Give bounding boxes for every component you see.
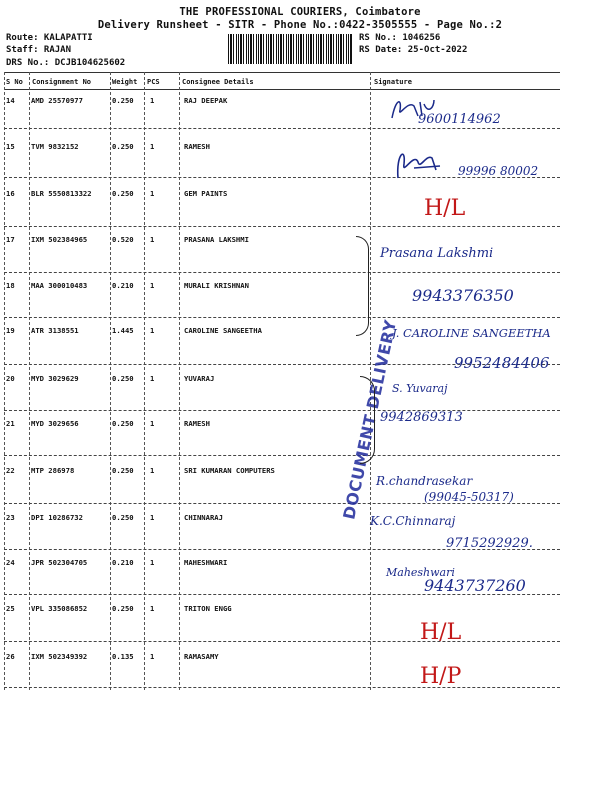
table-row xyxy=(0,374,600,394)
row-divider xyxy=(4,317,560,318)
rs-number: RS No.: 1046256 xyxy=(359,33,441,43)
signature-name: Prasana Lakshmi xyxy=(380,246,494,261)
row-consignment-no: ATR 3138551 xyxy=(31,326,79,335)
row-pcs: 1 xyxy=(150,558,155,567)
row-weight: 0.250 xyxy=(112,96,134,105)
row-consignment-no: MYD 3029629 xyxy=(31,374,79,383)
row-consignee: SRI KUMARAN COMPUTERS xyxy=(184,466,275,475)
table-row xyxy=(0,604,600,624)
runsheet-subtitle: Delivery Runsheet - SITR - Phone No.:0422-3505555 - Page No.:2 xyxy=(97,19,503,31)
document-delivery-stamp: DOCUMENT DELIVERY xyxy=(339,317,401,522)
row-sno: 23 xyxy=(6,513,15,522)
row-weight: 0.250 xyxy=(112,419,134,428)
row-sno: 14 xyxy=(6,96,15,105)
row-pcs: 1 xyxy=(150,419,155,428)
row-pcs: 1 xyxy=(150,466,155,475)
staff-label: Staff: RAJAN xyxy=(6,45,72,55)
row-pcs: 1 xyxy=(150,604,155,613)
hl-note: H/L xyxy=(420,620,462,645)
row-consignee: PRASANA LAKSHMI xyxy=(184,235,249,244)
row-consignee: GEM PAINTS xyxy=(184,189,228,198)
row-pcs: 1 xyxy=(150,96,155,105)
hp-note: H/P xyxy=(420,664,462,689)
signature-phone: (99045-50317) xyxy=(424,490,514,504)
row-consignment-no: VPL 335086852 xyxy=(31,604,88,613)
row-consignment-no: MTP 286978 xyxy=(31,466,75,475)
row-sno: 24 xyxy=(6,558,15,567)
row-sno: 17 xyxy=(6,235,15,244)
route-label: Route: KALAPATTI xyxy=(6,33,93,43)
row-pcs: 1 xyxy=(150,326,155,335)
col-weight-header: Weight xyxy=(112,78,138,86)
row-weight: 1.445 xyxy=(112,326,134,335)
row-weight: 0.250 xyxy=(112,466,134,475)
row-weight: 0.520 xyxy=(112,235,134,244)
row-divider xyxy=(4,455,560,456)
signature-name: Maheshwari xyxy=(386,566,455,579)
row-consignee: MAHESHWARI xyxy=(184,558,228,567)
rs-date: RS Date: 25-Oct-2022 xyxy=(359,45,468,55)
header-rule-bottom xyxy=(4,89,560,90)
header-rule-top xyxy=(4,72,560,73)
row-pcs: 1 xyxy=(150,142,155,151)
row-sno: 26 xyxy=(6,652,15,661)
col-signature-header: Signature xyxy=(374,78,412,86)
row-pcs: 1 xyxy=(150,189,155,198)
hl-note: H/L xyxy=(424,196,466,221)
row-consignment-no: AMD 25570977 xyxy=(31,96,83,105)
row-weight: 0.250 xyxy=(112,513,134,522)
row-consignment-no: IXM 502349392 xyxy=(31,652,88,661)
row-sno: 19 xyxy=(6,326,15,335)
row-consignee: YUVARAJ xyxy=(184,374,215,383)
signature-name: R.chandrasekar xyxy=(376,474,473,488)
row-divider xyxy=(4,226,560,227)
row-divider xyxy=(4,410,560,411)
row-pcs: 1 xyxy=(150,235,155,244)
row-consignee: RAMESH xyxy=(184,142,210,151)
signature-phone: 9443737260 xyxy=(424,576,526,595)
signature-phone: 9952484406 xyxy=(454,354,550,372)
company-title: THE PROFESSIONAL COURIERS, Coimbatore xyxy=(179,6,421,18)
row-pcs: 1 xyxy=(150,281,155,290)
row-sno: 16 xyxy=(6,189,15,198)
row-consignment-no: MYD 3029656 xyxy=(31,419,79,428)
row-weight: 0.250 xyxy=(112,189,134,198)
col-pcs-header: PCS xyxy=(147,78,160,86)
signature-name: S. Yuvaraj xyxy=(392,382,448,395)
signature-name: J. CAROLINE SANGEETHA xyxy=(392,326,551,340)
signature-phone: 9600114962 xyxy=(418,112,501,127)
row-consignee: MURALI KRISHNAN xyxy=(184,281,249,290)
table-row xyxy=(0,513,600,533)
signature-phone: 9942869313 xyxy=(380,410,463,425)
brace-mark xyxy=(360,376,375,464)
row-weight: 0.250 xyxy=(112,604,134,613)
row-consignment-no: BLR 5550813322 xyxy=(31,189,92,198)
barcode-image xyxy=(228,34,353,64)
table-row xyxy=(0,96,600,116)
signature-scribble xyxy=(392,144,452,184)
row-weight: 0.135 xyxy=(112,652,134,661)
row-divider xyxy=(4,687,560,688)
row-consignee: RAMESH xyxy=(184,419,210,428)
signature-phone: 9943376350 xyxy=(412,286,514,305)
row-pcs: 1 xyxy=(150,652,155,661)
col-sno-header: S No xyxy=(6,78,23,86)
table-row xyxy=(0,142,600,162)
col-consignment-header: Consignment No xyxy=(32,78,92,86)
table-row xyxy=(0,419,600,439)
col-consignee-header: Consignee Details xyxy=(182,78,254,86)
row-consignee: RAMASAMY xyxy=(184,652,219,661)
row-consignment-no: IXM 502384965 xyxy=(31,235,88,244)
row-divider xyxy=(4,128,560,129)
row-pcs: 1 xyxy=(150,513,155,522)
row-weight: 0.250 xyxy=(112,374,134,383)
signature-name: K.C.Chinnaraj xyxy=(370,514,456,528)
row-sno: 21 xyxy=(6,419,15,428)
row-sno: 18 xyxy=(6,281,15,290)
row-consignee: RAJ DEEPAK xyxy=(184,96,228,105)
drs-number: DRS No.: DCJB104625602 xyxy=(6,58,126,68)
row-consignment-no: MAA 300010483 xyxy=(31,281,88,290)
row-consignee: CAROLINE SANGEETHA xyxy=(184,326,262,335)
row-sno: 22 xyxy=(6,466,15,475)
table-row xyxy=(0,652,600,672)
signature-phone: 99996 80002 xyxy=(458,164,539,178)
table-row xyxy=(0,466,600,486)
row-weight: 0.210 xyxy=(112,281,134,290)
row-consignment-no: JPR 502304705 xyxy=(31,558,88,567)
row-sno: 25 xyxy=(6,604,15,613)
row-sno: 15 xyxy=(6,142,15,151)
row-consignment-no: DPI 10286732 xyxy=(31,513,83,522)
row-divider xyxy=(4,272,560,273)
row-weight: 0.210 xyxy=(112,558,134,567)
table-row xyxy=(0,235,600,255)
table-row xyxy=(0,558,600,578)
row-consignee: TRITON ENGG xyxy=(184,604,232,613)
row-sno: 20 xyxy=(6,374,15,383)
row-weight: 0.250 xyxy=(112,142,134,151)
row-pcs: 1 xyxy=(150,374,155,383)
row-divider xyxy=(4,641,560,642)
row-consignment-no: TVM 9832152 xyxy=(31,142,79,151)
table-row xyxy=(0,189,600,209)
signature-phone: 9715292929. xyxy=(446,536,533,551)
brace-mark xyxy=(356,236,369,336)
row-consignee: CHINNARAJ xyxy=(184,513,223,522)
